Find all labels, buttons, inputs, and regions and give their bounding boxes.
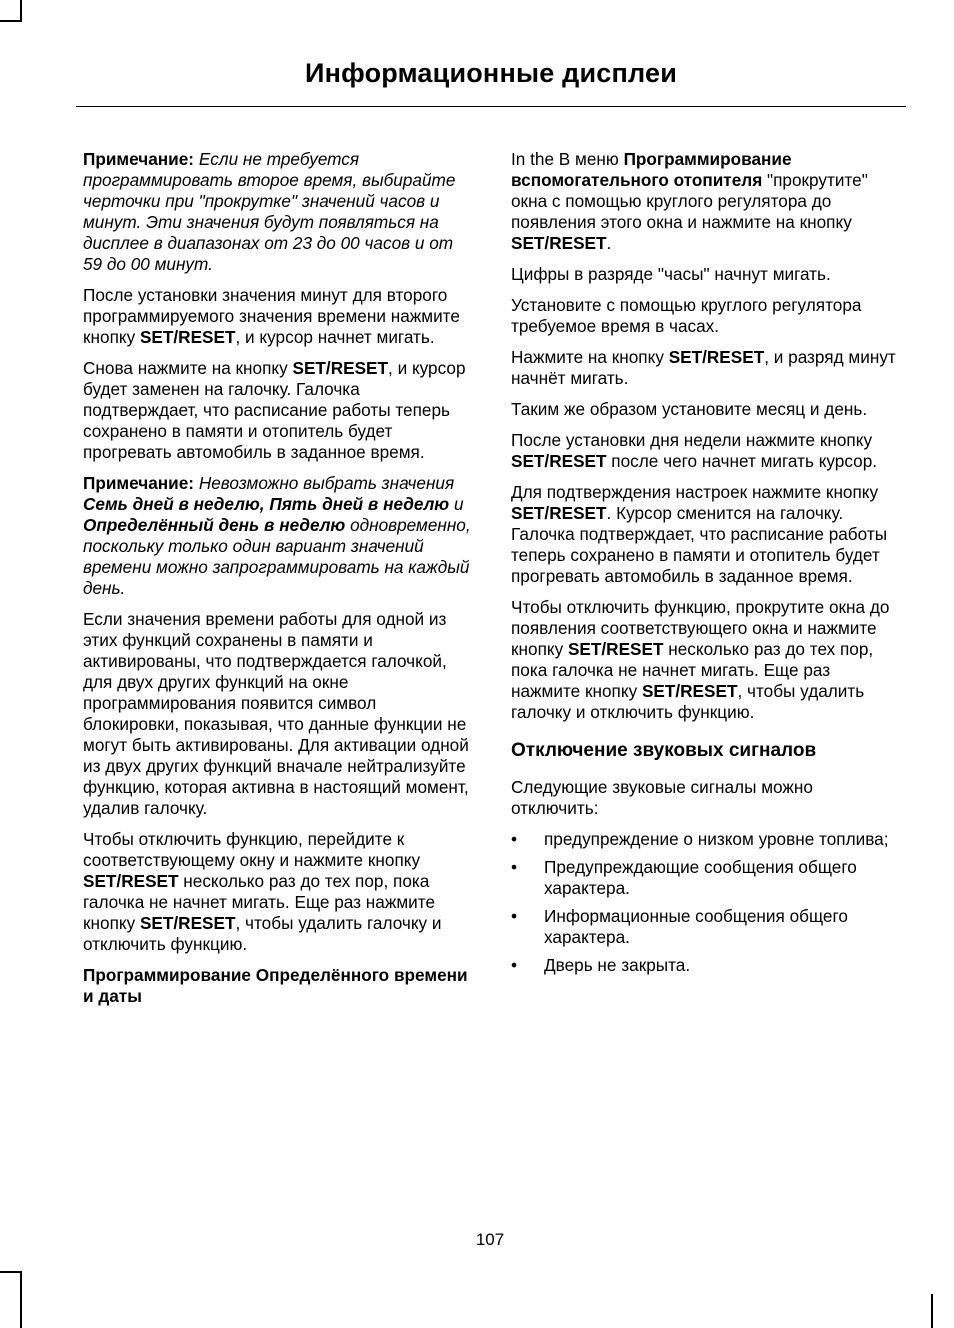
crop-mark-top-left (20, 0, 22, 20)
paragraph: После установки значения минут для второго программируемого значения времени нажмите кнопку SET/RESET, и курсор начнет мигать. (83, 285, 460, 347)
note-text: Если не требуется программировать второе время, выбирайте черточки при "прокрутке" значений часов и минут. Эти значения будут появляться на дисплее в диапазонах от 23 до 00 часов и от 59 до 00 минут. (83, 149, 456, 274)
menu-reference: Программирование вспомогательного отопителя (511, 149, 792, 190)
right-column (511, 149, 903, 983)
paragraph: Если значения времени работы для одной из этих функций сохранены в памяти и активированы, что подтверждается галочкой, для двух других функций на окне программирования появится символ блокировки, показывая, что данные функции не могут быть активированы. Для активации одной из двух других функций вначале нейтрализуйте функцию, которая активна в настоящий момент, удалив галочку. (83, 609, 469, 818)
crop-mark-bottom-right (931, 1294, 933, 1328)
button-reference: SET/RESET (511, 451, 607, 471)
list-item: • Информационные сообщения общего характера. (511, 906, 903, 948)
note-paragraph (83, 473, 475, 599)
paragraph: Следующие звуковые сигналы можно отключить: (511, 777, 813, 818)
note-text: Невозможно выбрать значения Семь дней в неделю, Пять дней в неделю и Определённый день в неделю одновременно, поскольку только один вариант значений времени можно запрограммировать на каждый день. (83, 473, 471, 598)
page-title: Информационные дисплеи (305, 58, 677, 88)
paragraph: Таким же образом установите месяц и день. (511, 399, 868, 419)
subheading: Программирование Определённого времени и даты (83, 965, 468, 1006)
list-item: • Предупреждающие сообщения общего характера. (511, 857, 903, 899)
button-reference: SET/RESET (83, 871, 179, 891)
note-label: Примечание: (83, 473, 195, 493)
bullet-list (511, 829, 903, 976)
paragraph: Установите с помощью круглого регулятора требуемое время в часах. (511, 295, 862, 336)
paragraph: Чтобы отключить функцию, перейдите к соответствующему окну и нажмите кнопку SET/RESET несколько раз до тех пор, пока галочка не начнет мигать. Еще раз нажмите кнопку SET/RESET, чтобы удалить галочку и отключить функцию. (83, 829, 442, 954)
button-reference: SET/RESET (292, 358, 389, 378)
button-reference: SET/RESET (511, 503, 607, 523)
paragraph: In the B меню Программирование вспомогательного отопителя "прокрутите" окна с помощью круглого регулятора до появления этого окна и нажмите на кнопку SET/RESET. (511, 149, 868, 253)
button-reference: SET/RESET (668, 347, 765, 367)
page-number: 107 (475, 1230, 505, 1249)
title-divider (76, 106, 906, 107)
paragraph: Снова нажмите на кнопку SET/RESET, и курсор будет заменен на галочку. Галочка подтверждает, что расписание работы теперь сохранено в памяти и отопитель будет прогревать автомобиль в заданное время. (83, 358, 466, 462)
note-paragraph (83, 149, 475, 275)
paragraph: Цифры в разряде "часы" начнут мигать. (511, 264, 831, 284)
paragraph: Чтобы отключить функцию, прокрутите окна до появления соответствующего окна и нажмите кнопку SET/RESET несколько раз до тех пор, пока галочка не начнет мигать. Еще раз нажмите кнопку SET/RESET, чтобы удалить галочку и отключить функцию. (511, 597, 890, 722)
crop-mark-top-left (0, 20, 22, 22)
button-reference: SET/RESET (511, 233, 607, 253)
button-reference: SET/RESET (139, 913, 236, 933)
section-heading: Отключение звуковых сигналов (511, 740, 817, 761)
list-item: • предупреждение о низком уровне топлива; (511, 829, 903, 850)
paragraph: Для подтверждения настроек нажмите кнопку SET/RESET. Курсор сменится на галочку. Галочка подтверждает, что расписание работы теперь сохранено в памяти и отопитель будет прогревать автомобиль в заданное время. (511, 482, 888, 586)
list-item: • Дверь не закрыта. (511, 955, 903, 976)
crop-mark-bottom-left (0, 1271, 22, 1273)
crop-mark-bottom-left (20, 1271, 22, 1328)
button-reference: SET/RESET (641, 681, 738, 701)
note-label: Примечание: (83, 149, 195, 169)
button-reference: SET/RESET (567, 639, 664, 659)
paragraph: Нажмите на кнопку SET/RESET, и разряд минут начнёт мигать. (511, 347, 896, 388)
paragraph: После установки дня недели нажмите кнопку SET/RESET после чего начнет мигать курсор. (511, 430, 878, 471)
button-reference: SET/RESET (139, 327, 236, 347)
left-column (83, 149, 475, 1007)
